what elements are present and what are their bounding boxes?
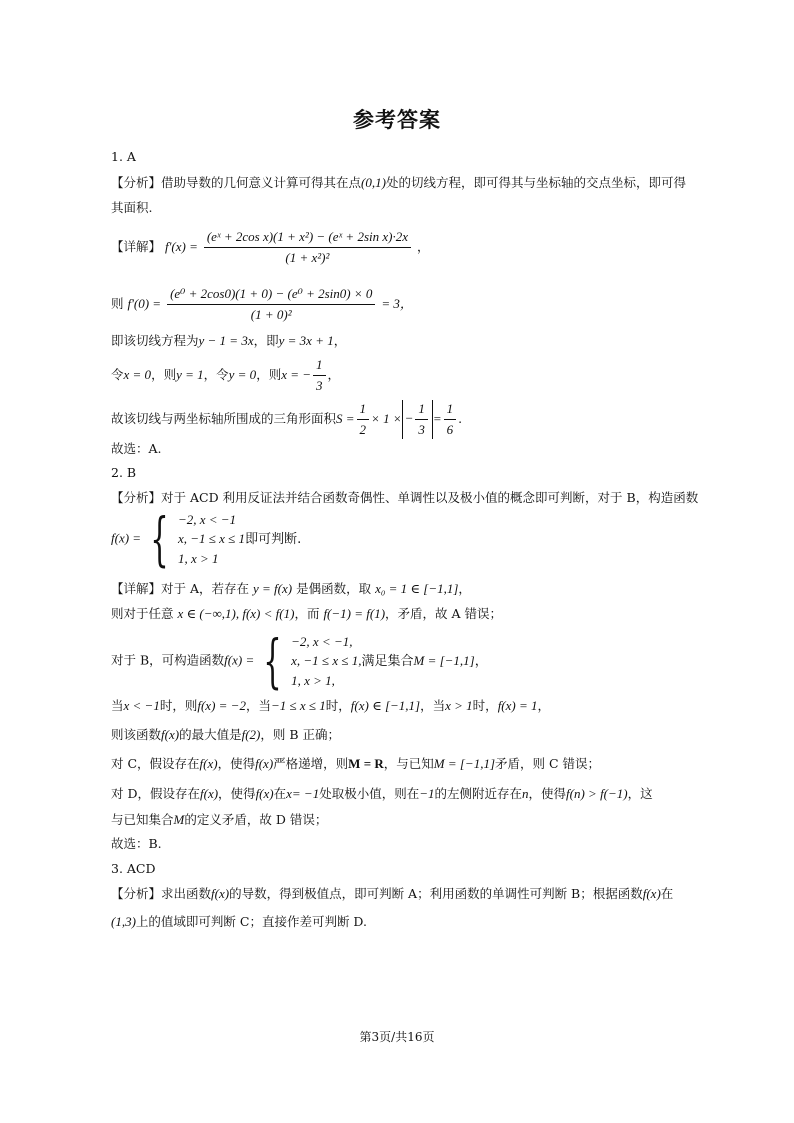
page-footer: 第3页/共16页	[359, 1030, 435, 1044]
q2-detail-a2: 则对于任意 x ∈ (−∞,1), f(x) < f(1)，而 f(−1) = f(1)，矛盾，故 A 错误；	[111, 606, 503, 621]
q2-detail-d-cont: 与已知集合M的定义矛盾，故 D 错误；	[111, 812, 328, 827]
q1-analysis: 【分析】借助导数的几何意义计算可得其在点(0,1)处的切线方程，即可得其与坐标轴的交点坐标，即可得	[111, 175, 686, 190]
derivative-fraction: $\frac{\text{(eˣ + 2cos x)(1 + x²) − (eˣ + 2sin x)·2x}}{\text{(1 + x²)²}}$	[204, 228, 411, 267]
q1-choice: 故选：A.	[111, 441, 162, 456]
q1-analysis-cont: 其面积.	[111, 200, 153, 215]
q1-tangent-line: 即该切线方程为y − 1 = 3x，即y = 3x + 1，	[111, 333, 347, 348]
q2-piecewise: f(x) = { −2, x < −1 x, −1 ≤ x ≤ 1即可判断. 1, x > 1	[111, 505, 302, 573]
q2-number: 2. B	[111, 465, 137, 480]
q2-cases-values: 当x < −1时，则f(x) = −2，当−1 ≤ x ≤ 1时，f(x) ∈ [−1,1]，当x > 1时，f(x) = 1，	[111, 698, 551, 713]
derivative-0-fraction: $\frac{\text{(e⁰ + 2cos0)(1 + 0) − (e⁰ + 2sin0) × 0}}{\text{(1 + 0)²}}$	[167, 285, 375, 324]
page-title: 参考答案	[353, 108, 441, 132]
q2-detail-a: 【详解】对于 A，若存在 y = f(x) 是偶函数，取 x₀ = 1 ∈ [−1,1]，	[111, 581, 471, 596]
q2-choice: 故选：B.	[111, 836, 162, 851]
q1-derivative-at-0: 则 f'(0) = $\frac{\text{(e⁰ + 2cos0)(1 + 0) − (e⁰ + 2sin0) × 0}}{\text{(1 + 0)²}}$ = 3，	[111, 286, 413, 322]
q2-detail-d: 对 D，假设存在f(x)，使得f(x)在x= −1处取极小值，则在−1的左侧附近存在n，使得f(n) > f(−1)，这	[111, 786, 653, 801]
q2-detail-b: 对于 B，可构造函数f(x) = { −2, x < −1, x, −1 ≤ x ≤ 1,满足集合M = [−1,1]， 1, x > 1,	[111, 627, 488, 695]
q2-analysis: 【分析】对于 ACD 利用反证法并结合函数奇偶性、单调性以及极小值的概念即可判断，对于 B，构造函数	[111, 490, 699, 505]
q2-max-value: 则该函数f(x)的最大值是f(2)，则 B 正确；	[111, 727, 340, 742]
q1-intercepts: 令x = 0，则y = 1，令y = 0，则x = − $\frac{1}{3}$ ，	[111, 357, 341, 393]
q3-analysis: 【分析】求出函数f(x)的导数，得到极值点，即可判断 A；利用函数的单调性可判断 B；根据函数f(x)在	[111, 886, 674, 901]
q3-analysis-cont: (1,3)上的值域即可判断 C；直接作差可判断 D.	[111, 914, 367, 929]
q1-number: 1. A	[111, 149, 136, 164]
q1-derivative: 【详解】 f'(x) = $\frac{\text{(eˣ + 2cos x)(1 + x²) − (eˣ + 2sin x)·2x}}{\text{(1 + x²)²}}$ ，	[111, 229, 430, 265]
q2-detail-c: 对 C，假设存在f(x)，使得f(x)严格递增，则M = R，与已知M = [−1,1]矛盾，则 C 错误；	[111, 756, 601, 771]
q1-area: 故该切线与两坐标轴所围成的三角形面积S = $\frac{1}{2}$ × 1 × − $\frac{1}{3}$ = $\frac{1}{6}$ .	[111, 401, 463, 437]
q3-number: 3. ACD	[111, 861, 156, 876]
